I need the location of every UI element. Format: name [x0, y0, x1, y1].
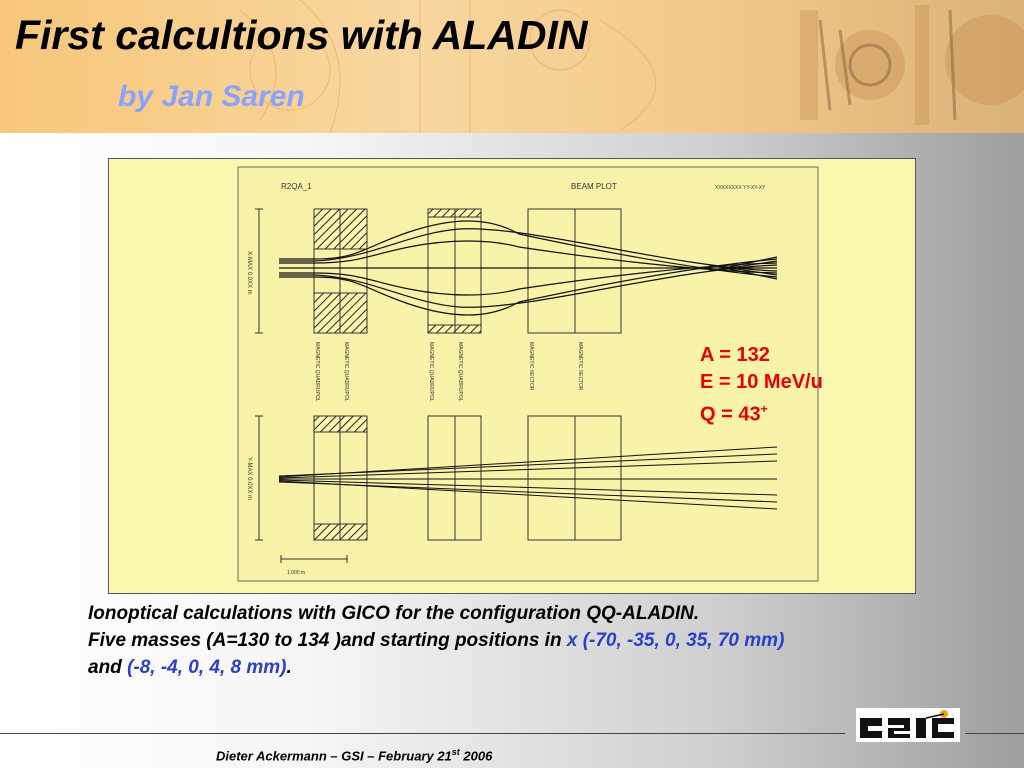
footer-year: 2006: [459, 748, 493, 764]
element-label: MAGNETIC SECTOR: [577, 342, 583, 391]
param-energy: E = 10 MeV/u: [700, 371, 823, 393]
element-label: MAGNETIC QUADRUPOL: [457, 342, 463, 402]
caption-line-1: Ionoptical calculations with GICO for the configuration QQ-ALADIN.: [88, 603, 700, 624]
scale-label: 1.000 m: [287, 570, 306, 576]
param-charge-value: Q = 43: [700, 403, 761, 426]
header-banner: [0, 0, 1024, 133]
param-charge: [700, 396, 823, 429]
caption-line-2: [88, 627, 988, 654]
caption-line-3: [88, 654, 988, 681]
element-label: MAGNETIC SECTOR: [528, 342, 534, 391]
page-title: First calcultions with ALADIN: [15, 12, 588, 58]
element-label: MAGNETIC QUADRUPOL: [428, 342, 434, 402]
plot-title: BEAM PLOT: [571, 182, 617, 191]
caption-line-3-end: .: [286, 657, 292, 678]
element-label: MAGNETIC QUADRUPOL: [343, 342, 349, 402]
gsi-logo: [856, 708, 960, 742]
parameters-box: [700, 342, 823, 429]
y-axis-label: Y-MAX 0.0XX m: [246, 457, 252, 501]
footer-divider-right: [965, 733, 1024, 734]
plot-code: XXXXXXXX YY-XY-XY: [715, 185, 766, 191]
footer-divider: [0, 733, 845, 734]
footer-main: Dieter Ackermann – GSI – February 21: [216, 748, 452, 764]
caption-x-positions: x (-70, -35, 0, 35, 70 mm): [566, 630, 785, 651]
caption-line-2-text: Five masses (A=130 to 134 )and starting positions in: [88, 630, 567, 651]
page-subtitle: by Jan Saren: [118, 80, 305, 113]
element-label: MAGNETIC QUADRUPOL: [314, 342, 320, 402]
caption-y-positions: (-8, -4, 0, 4, 8 mm): [127, 657, 287, 678]
footer-text: [216, 747, 492, 763]
caption: [88, 600, 988, 681]
param-mass: A = 132: [700, 344, 770, 366]
x-axis-label: X-MAX 0.0XX m: [246, 251, 252, 295]
caption-line-3-text: and: [88, 657, 128, 678]
param-charge-sign: +: [760, 402, 768, 416]
plot-name: R2QA_1: [281, 182, 312, 191]
footer-sup: st: [451, 747, 460, 757]
